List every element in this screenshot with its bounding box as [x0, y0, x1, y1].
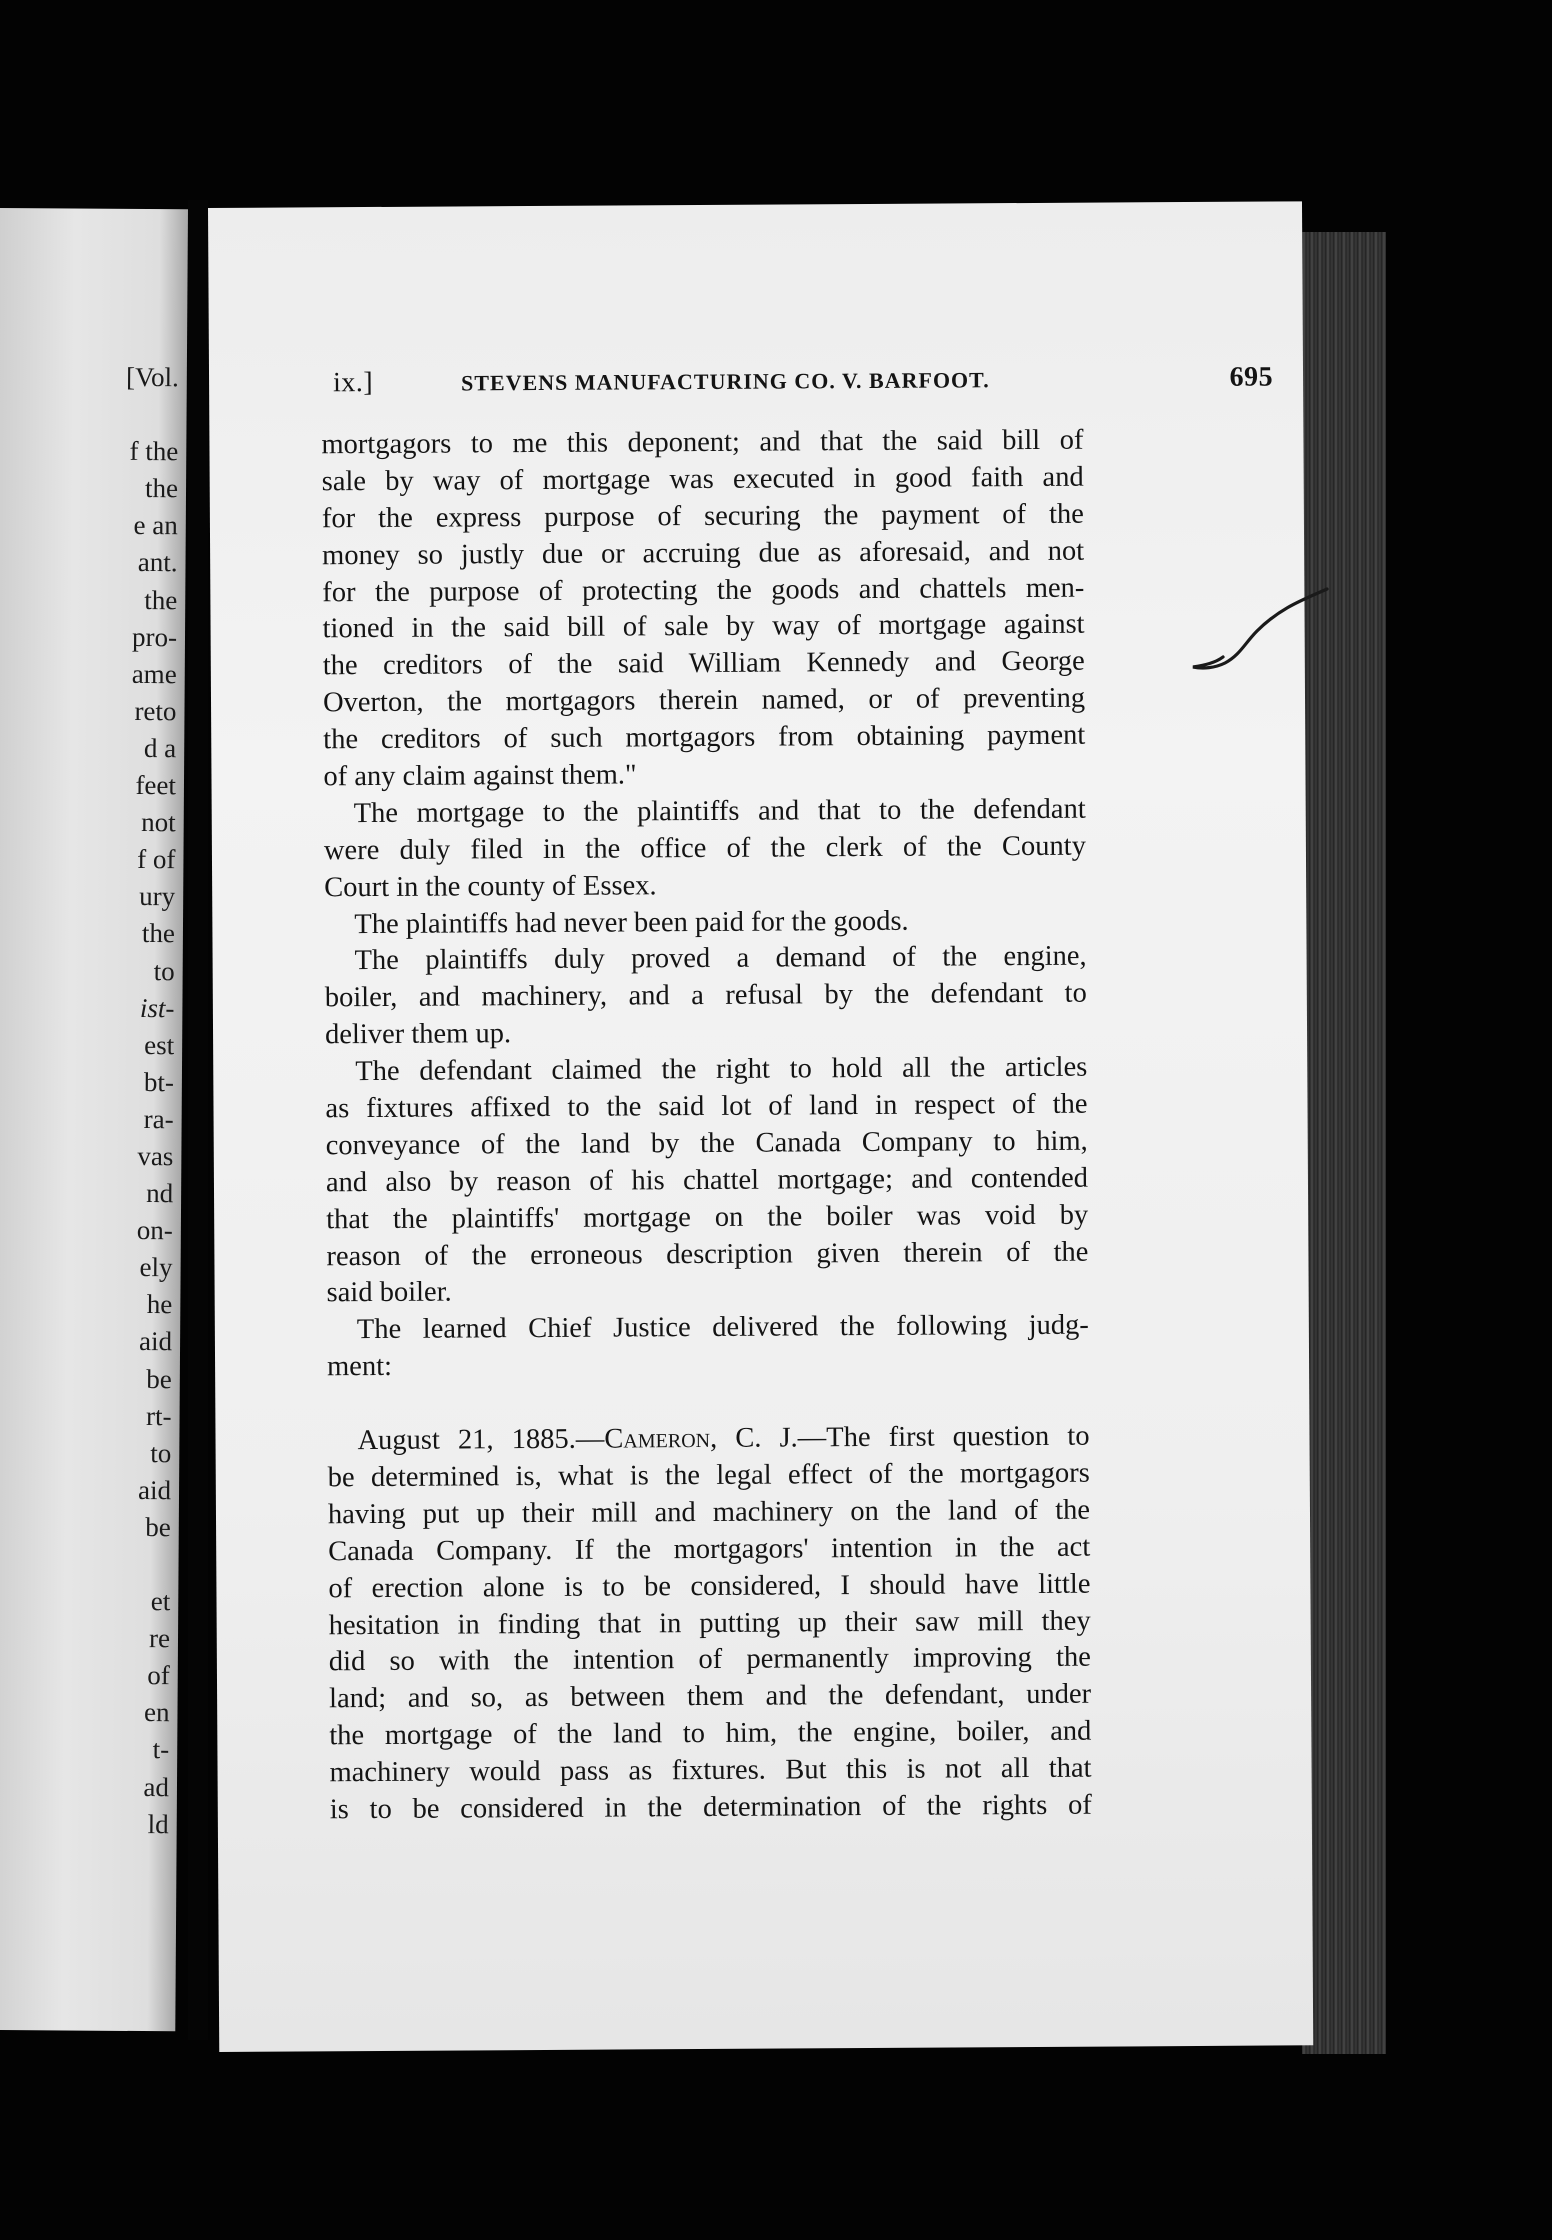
left-page-fragment: f of — [137, 844, 176, 875]
running-head — [333, 361, 1273, 407]
text-line: said boiler. — [326, 1277, 452, 1309]
left-page-fragment: be — [146, 1363, 172, 1394]
judgment-date: August 21, 1885.— — [357, 1423, 605, 1457]
left-page-fragment: ame — [131, 658, 177, 689]
text-line: The mortgage to the plaintiffs and that to the defendant — [353, 793, 1086, 830]
left-page-fragment: nd — [146, 1178, 174, 1209]
text-line: reason of the erroneous description given therein of the — [326, 1236, 1089, 1272]
left-page-fragment: aid — [137, 1474, 172, 1506]
paragraph-mortgages-filed — [324, 792, 1087, 907]
text-line: that the plaintiffs' mortgage on the boiler was void by — [326, 1199, 1089, 1235]
pen-mark — [1185, 585, 1335, 680]
left-page-fragment: ely — [139, 1252, 173, 1283]
left-page-fragment: est — [144, 1029, 175, 1060]
left-page-fragment: pro- — [131, 621, 178, 652]
left-page-fragment: ad — [143, 1771, 170, 1802]
left-page-fragment: et — [150, 1586, 171, 1617]
left-page-fragment: d a — [143, 732, 177, 764]
left-page-fragment — [118, 1546, 171, 1583]
text-line: ment: — [326, 1351, 393, 1383]
text-line: is to be considered in the determination of the rights of — [329, 1789, 1092, 1826]
left-page-fragment: the — [144, 584, 178, 615]
text-line: money so justly due or accruing due as aforesaid, and not — [322, 535, 1085, 571]
page-number: 695 — [1229, 361, 1274, 393]
volume-marker: ix.] — [332, 366, 374, 399]
text-line: The defendant claimed the right to hold all the articles — [355, 1051, 1088, 1088]
judgment-opening: —The first question to — [797, 1420, 1090, 1454]
left-page-fragment: [Vol. — [125, 361, 179, 393]
body-text — [321, 423, 1092, 1829]
text-line: mortgagors to me this deponent; and that the said bill of — [321, 424, 1084, 461]
left-page-fragment: of — [147, 1660, 170, 1691]
text-line: The learned Chief Justice delivered the following judg- — [356, 1310, 1089, 1346]
judge-name: Cameron, C. J. — [604, 1422, 798, 1455]
left-page-fragment: he — [146, 1289, 173, 1320]
text-line: Canada Company. If the mortgagors' intention in the act — [328, 1531, 1091, 1568]
text-line: sale by way of mortgage was executed in good faith and — [321, 461, 1084, 498]
paragraph-judgment-intro — [327, 1308, 1089, 1386]
text-line: and also by reason of his chattel mortgage; and contended — [325, 1162, 1089, 1199]
text-line: The plaintiffs had never been paid for the goods. — [354, 905, 909, 940]
paragraph-affidavit-end — [321, 423, 1085, 797]
left-page-fragment: feet — [135, 769, 177, 801]
judgment-first-line — [327, 1419, 1089, 1461]
text-line: boiler, and machinery, and a refusal by the defendant to — [324, 978, 1087, 1014]
paragraph-defendant-claim — [325, 1050, 1089, 1313]
text-line: The plaintiffs duly proved a demand of the engine, — [354, 941, 1087, 977]
left-page-fragment: reto — [134, 695, 177, 727]
left-page-fragment: ist- — [139, 992, 175, 1023]
left-page-fragment: aid — [138, 1326, 173, 1357]
text-line: the mortgage of the land to him, the engine, boiler, and — [329, 1715, 1092, 1752]
text-line: conveyance of the land by the Canada Company to him, — [325, 1125, 1088, 1162]
text-line: land; and so, as between them and the defendant, under — [329, 1678, 1092, 1715]
left-page-fragment: t- — [152, 1734, 170, 1765]
text-line: machinery would pass as fixtures. But this is not all that — [329, 1752, 1092, 1789]
left-page-text-fragments — [116, 359, 179, 1843]
left-page-fragment: ld — [147, 1808, 169, 1839]
text-line: of erection alone is to be considered, I should have little — [328, 1568, 1091, 1604]
paragraph-demand — [324, 939, 1087, 1054]
left-page-fragment: ury — [139, 881, 176, 912]
main-page — [208, 201, 1313, 2052]
left-page-fragment: f the — [129, 436, 179, 467]
left-page-fragment: on- — [136, 1215, 173, 1246]
text-line: be determined is, what is the legal effect of the mortgagors — [327, 1457, 1090, 1494]
text-line: were duly filed in the office of the clerk of the County — [323, 830, 1087, 867]
text-line: having put up their mill and machinery on the land of the — [327, 1494, 1091, 1531]
left-page-fragment — [126, 396, 179, 433]
text-line: did so with the intention of permanently improving the — [328, 1642, 1091, 1678]
left-page-fragment: ant. — [137, 547, 178, 578]
text-line: of any claim against them." — [323, 759, 637, 793]
text-line: as fixtures affixed to the said lot of land in respect of the — [325, 1088, 1088, 1125]
left-page-fragment: the — [144, 473, 179, 504]
running-head-title: STEVENS MANUFACTURING CO. V. BARFOOT. — [460, 367, 990, 396]
text-line: Court in the county of Essex. — [324, 869, 657, 903]
left-page-fragment: ra- — [143, 1103, 174, 1135]
left-page-fragment: vas — [137, 1140, 174, 1172]
left-page-fragment: e an — [133, 510, 178, 541]
left-page-fragment: en — [143, 1697, 170, 1728]
left-page-fragment: bt- — [143, 1066, 175, 1098]
text-line: hesitation in finding that in putting up their saw mill they — [328, 1605, 1091, 1641]
section-gap — [327, 1382, 1089, 1424]
text-line: the creditors of such mortgagors from obtaining payment — [323, 719, 1086, 756]
text-line: tioned in the said bill of sale by way of mortgage against — [322, 609, 1085, 645]
left-facing-page — [0, 208, 188, 2031]
text-line: for the express purpose of securing the payment of the — [321, 498, 1084, 535]
paragraph-judgment — [327, 1419, 1091, 1829]
left-page-fragment: to — [150, 1437, 172, 1468]
left-page-fragment: rt- — [145, 1400, 172, 1431]
paragraph-never-paid — [324, 902, 1086, 944]
left-page-fragment: be — [145, 1511, 171, 1543]
left-page-fragment: to — [153, 955, 175, 986]
left-page-fragment: not — [141, 807, 176, 838]
text-line: Overton, the mortgagors therein named, or of preventing — [322, 682, 1086, 719]
text-line: for the purpose of protecting the goods and chattels men- — [322, 572, 1085, 608]
left-page-fragment: re — [148, 1623, 171, 1654]
book-gutter — [188, 200, 208, 2040]
text-line: the creditors of the said William Kennedy and George — [322, 645, 1085, 682]
left-page-fragment: the — [141, 918, 176, 949]
book-page-edges — [1302, 232, 1386, 2054]
text-line: deliver them up. — [324, 1018, 512, 1051]
